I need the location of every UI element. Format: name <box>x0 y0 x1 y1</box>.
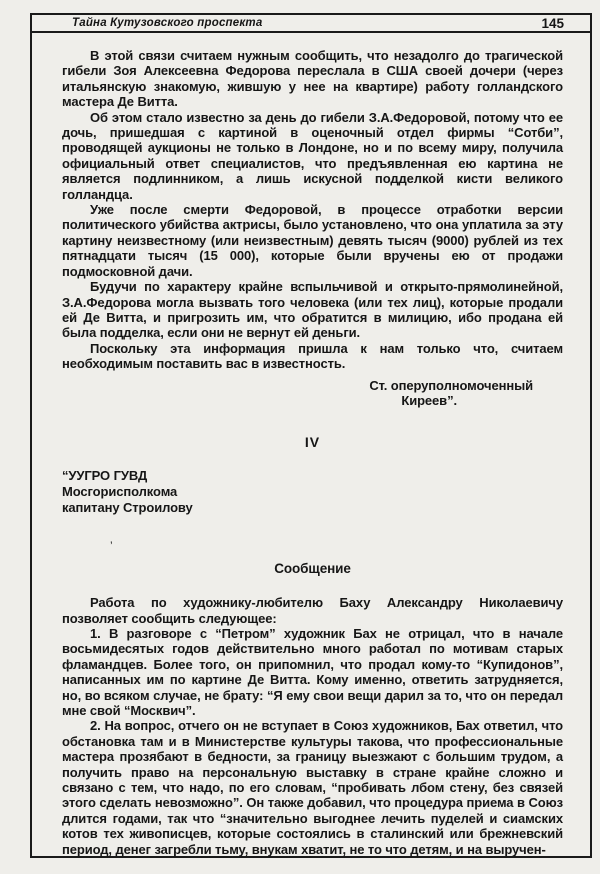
page-body <box>32 33 590 857</box>
signature-block <box>62 378 563 409</box>
message-heading: Сообщение <box>274 560 351 576</box>
paragraph: В этой связи считаем нужным сообщить, что незадолго до трагической гибели Зоя Алексеевна Федорова переслала в США своей дочери (через итальянскую знакомую, жившую у нее на квартире) работу голландского мастера Де Витта. <box>62 48 563 110</box>
page-header <box>32 15 590 33</box>
page-number: 145 <box>541 15 564 31</box>
paragraph: Об этом стало известно за день до гибели З.А.Федоровой, потому что ее дочь, пришедшая с картиной в оценочный отдел фирмы “Сотби”, проводящей аукционы не только в Лондоне, но и по всему миру, получила официальный ответ специалистов, что предъявленная ею картина не является подлинником, а лишь искусной подделкой кисти великого голландца. <box>62 109 563 202</box>
signature-name: Киреев”. <box>401 392 457 408</box>
address-block <box>62 468 563 516</box>
paragraph: 2. На вопрос, отчего он не вступает в Союз художников, Бах ответил, что обстановка там и в Министерстве культуры такова, что профессиональные мастера прозябают в бедности, за границу выезжают с большим трудом, а получить право на персональную выставку в стране крайне сложно и связано с тем, что надо, по его словам, “пробивать лбом стену, без связей этого сделать невозможно”. Он также добавил, что процедура приема в Союз длится годами, так что “значительно выгоднее лечить пуделей и сиамских котов тех живописцев, которые состоялись в сталинский или брежневский период, денег загребли тьму, внукам хватит, не то что детям, и на выручен- <box>62 718 563 857</box>
scan-artifact: ’ <box>110 539 113 553</box>
paragraph: Поскольку эта информация пришла к нам только что, считаем необходимым поставить вас в известность. <box>62 340 563 372</box>
book-title: Тайна Кутузовского проспекта <box>72 17 263 29</box>
paragraph: Будучи по характеру крайне вспыльчивой и открыто-прямолинейной, З.А.Федорова могла вызвать того человека (или тех лиц), которые продали ей Де Витта, и пригрозить им, что обратится в милицию, ибо продана ей была подделка, если они не вернут ей деньги. <box>62 279 563 341</box>
page-frame <box>30 13 592 858</box>
address-line: “УУГРО ГУВД <box>62 467 148 483</box>
paragraph: 1. В разговоре с “Петром” художник Бах не отрицал, что в начале восьмидесятых годов действительно много работал по мотивам старых фламандцев. Более того, он припомнил, что продал кому-то “Купидонов”, написанных им по картине Де Витта. Кому именно, ответить затрудняется, но, во всяком случае, не брату: “Я ему свои вещи дарил за то, что он передал мне свой “Москвич”. <box>62 625 563 718</box>
paragraph: Уже после смерти Федоровой, в процессе отработки версии политического убийства актрисы, было установлено, что она уплатила за эту картину неизвестному (или неизвестным) девять тысяч (9000) рублей из тех пятнадцати тысяч (15 000), которые были вручены ею от продажи подмосковной дачи. <box>62 202 563 279</box>
signature-rank: Ст. оперуполномоченный <box>369 377 533 393</box>
address-line: капитану Строилову <box>62 499 193 515</box>
section-number: IV <box>304 434 321 451</box>
paragraph: Работа по художнику-любителю Баху Александру Николаевичу позволяет сообщить следующее: <box>62 595 563 626</box>
address-line: Мосгорисполкома <box>62 483 178 499</box>
